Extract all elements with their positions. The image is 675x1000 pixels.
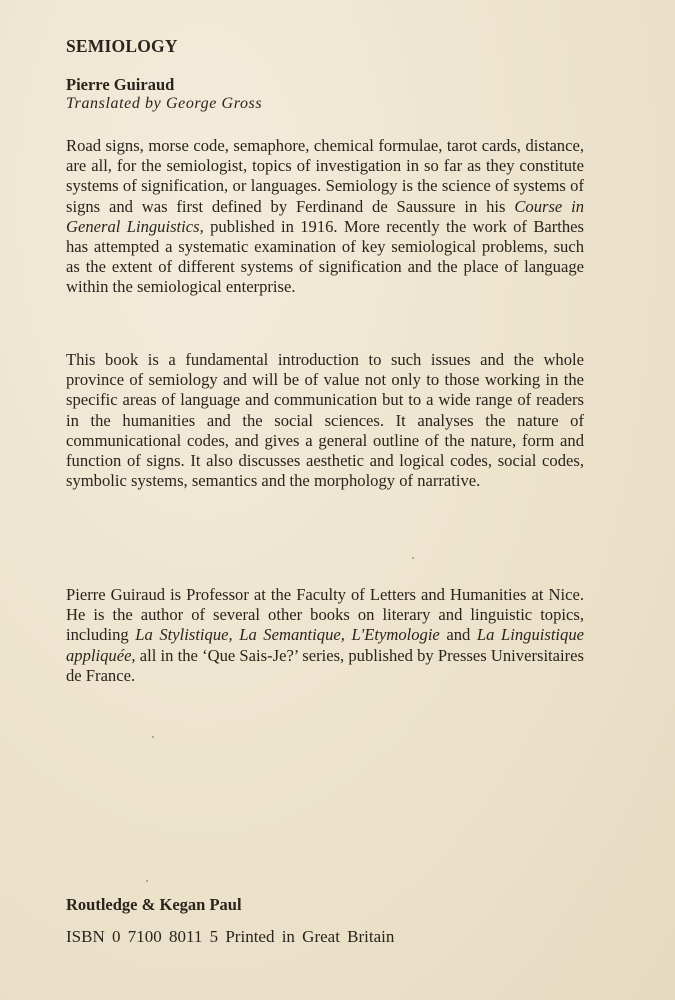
blurb-paragraph-2 — [66, 350, 584, 491]
author-bio-paragraph — [66, 585, 584, 686]
paper-speck — [146, 880, 148, 882]
text-run: Road signs, morse code, semaphore, chemical formulae, tarot cards, distance, are all, for the semiologist, topics of investigation in so far as they constitute systems of signification, or languages. Semiology is the science of systems of signs and was first defined by Ferdinand de Saussure in his — [66, 136, 584, 216]
publisher-name: Routledge & Kegan Paul — [66, 895, 242, 914]
book-title: SEMIOLOGY — [66, 36, 178, 56]
paper-speck — [412, 557, 414, 559]
blurb-paragraph-1 — [66, 136, 584, 298]
italic-title-run: Course in General Linguistics, — [66, 196, 585, 236]
translator-credit: Translated by George Gross — [66, 95, 263, 112]
paper-speck — [152, 736, 154, 738]
italic-title-run: La Stylistique, La Semantique, L'Etymologie — [135, 625, 440, 645]
text-run: and — [439, 625, 477, 645]
text-run: This book is a fundamental introduction to such issues and the whole province of semiology and will be of value not only to those working in the specific areas of language and communication but to a wide range of readers in the humanities and the social sciences. It analyses the nature of communicational codes, and gives a general outline of the nature, form and function of signs. It also discusses aesthetic and logical codes, social codes, symbolic systems, semantics and the morphology of narrative. — [66, 350, 584, 491]
author-name: Pierre Guiraud — [66, 75, 175, 94]
italic-title-run: La Linguistique appliquée, — [66, 625, 584, 665]
isbn-line: ISBN 0 7100 8011 5 Printed in Great Britain — [66, 927, 395, 946]
text-run: published in 1916. More recently the work of Barthes has attempted a systematic examination of key semiological problems, such as the extent of different systems of signification and the place of language within the semiological enterprise. — [66, 216, 585, 297]
text-run: Pierre Guiraud is Professor at the Faculty of Letters and Humanities at Nice. He is the author of several other books on literary and linguistic topics, including — [66, 585, 584, 645]
text-run: all in the ‘Que Sais-Je?’ series, published by Presses Universitaires de France. — [66, 645, 584, 685]
